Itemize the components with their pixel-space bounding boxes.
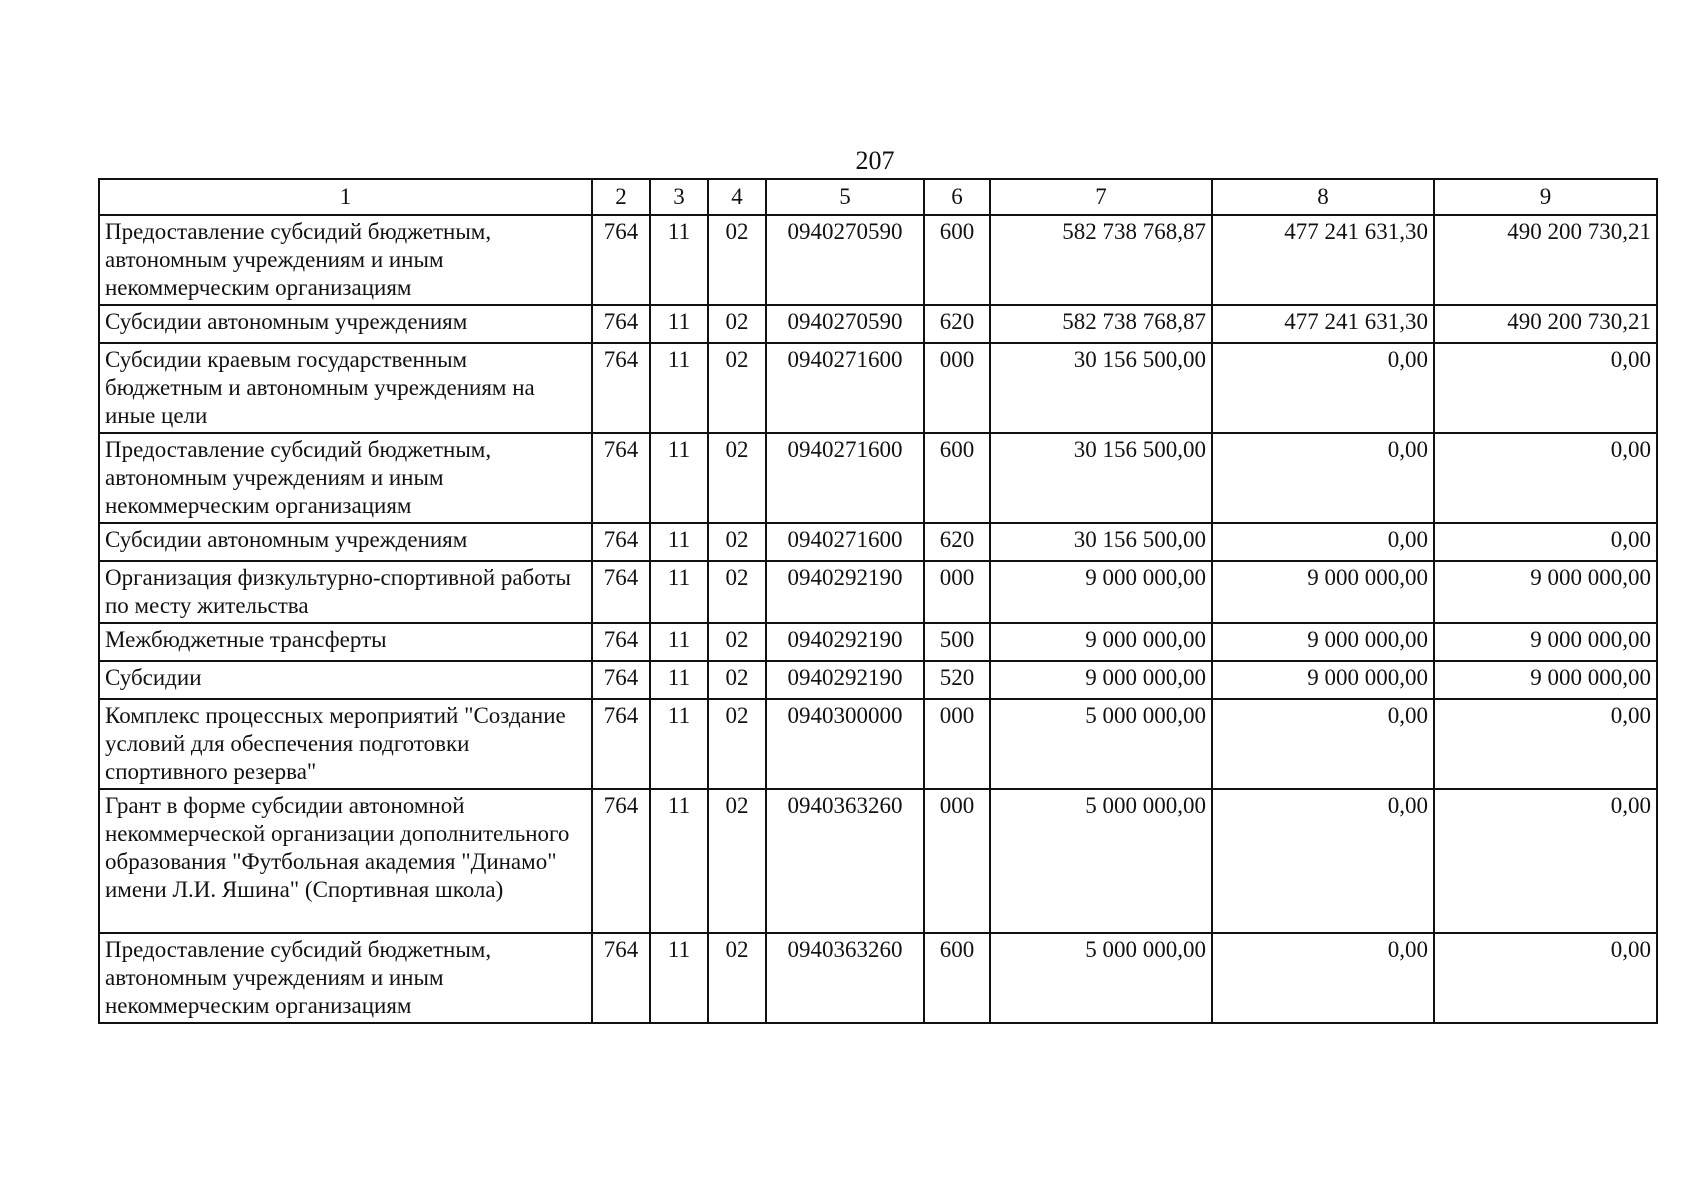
target-article-code: 0940363260 [766,789,924,933]
amount-col-7: 30 156 500,00 [990,523,1212,561]
amount-col-8: 0,00 [1212,933,1434,1023]
expense-name: Комплекс процессных мероприятий "Создание условий для обеспечения подготовки спортивного резерва" [99,699,592,789]
amount-col-9: 0,00 [1434,433,1657,523]
column-header: 9 [1434,179,1657,215]
amount-col-9: 490 200 730,21 [1434,305,1657,343]
section-code: 11 [650,933,708,1023]
column-header: 6 [924,179,990,215]
target-article-code: 0940271600 [766,523,924,561]
target-article-code: 0940292190 [766,623,924,661]
column-header: 5 [766,179,924,215]
expense-type-code: 620 [924,523,990,561]
target-article-code: 0940270590 [766,215,924,305]
table-row [99,699,1657,789]
expense-type-code: 600 [924,433,990,523]
section-code: 11 [650,789,708,933]
ministry-code: 764 [592,699,650,789]
amount-col-7: 5 000 000,00 [990,933,1212,1023]
expense-name: Межбюджетные трансферты [99,623,592,661]
column-header: 8 [1212,179,1434,215]
table-row [99,661,1657,699]
section-code: 11 [650,343,708,433]
section-code: 11 [650,699,708,789]
expense-name: Предоставление субсидий бюджетным, автономным учреждениям и иным некоммерческим организациям [99,433,592,523]
expense-type-code: 600 [924,215,990,305]
expense-name: Субсидии автономным учреждениям [99,305,592,343]
ministry-code: 764 [592,215,650,305]
column-header: 3 [650,179,708,215]
expense-name: Субсидии краевым государственным бюджетным и автономным учреждениям на иные цели [99,343,592,433]
table-row [99,343,1657,433]
amount-col-8: 9 000 000,00 [1212,661,1434,699]
target-article-code: 0940300000 [766,699,924,789]
ministry-code: 764 [592,661,650,699]
subsection-code: 02 [708,215,766,305]
section-code: 11 [650,623,708,661]
amount-col-8: 0,00 [1212,343,1434,433]
target-article-code: 0940271600 [766,433,924,523]
subsection-code: 02 [708,933,766,1023]
expense-type-code: 600 [924,933,990,1023]
subsection-code: 02 [708,661,766,699]
ministry-code: 764 [592,343,650,433]
expense-name: Субсидии автономным учреждениям [99,523,592,561]
ministry-code: 764 [592,433,650,523]
section-code: 11 [650,523,708,561]
expense-name: Грант в форме субсидии автономной некоммерческой организации дополнительного образования "Футбольная академия "Динамо" имени Л.И. Яшина" (Спортивная школа) [99,789,592,933]
ministry-code: 764 [592,933,650,1023]
expense-name: Субсидии [99,661,592,699]
amount-col-9: 9 000 000,00 [1434,623,1657,661]
column-header: 4 [708,179,766,215]
expense-type-code: 520 [924,661,990,699]
ministry-code: 764 [592,789,650,933]
subsection-code: 02 [708,305,766,343]
amount-col-8: 0,00 [1212,789,1434,933]
target-article-code: 0940270590 [766,305,924,343]
ministry-code: 764 [592,523,650,561]
table-row [99,433,1657,523]
subsection-code: 02 [708,789,766,933]
amount-col-8: 0,00 [1212,699,1434,789]
expense-name: Организация физкультурно-спортивной работы по месту жительства [99,561,592,623]
amount-col-7: 30 156 500,00 [990,433,1212,523]
table-row [99,623,1657,661]
subsection-code: 02 [708,523,766,561]
section-code: 11 [650,661,708,699]
expense-type-code: 500 [924,623,990,661]
amount-col-7: 5 000 000,00 [990,699,1212,789]
target-article-code: 0940292190 [766,661,924,699]
amount-col-8: 477 241 631,30 [1212,215,1434,305]
table-row [99,933,1657,1023]
table-row [99,789,1657,933]
amount-col-9: 0,00 [1434,523,1657,561]
expense-type-code: 000 [924,561,990,623]
amount-col-8: 9 000 000,00 [1212,623,1434,661]
column-header: 2 [592,179,650,215]
target-article-code: 0940292190 [766,561,924,623]
ministry-code: 764 [592,305,650,343]
page-number: 207 [855,146,895,175]
amount-col-7: 30 156 500,00 [990,343,1212,433]
expense-name: Предоставление субсидий бюджетным, автономным учреждениям и иным некоммерческим организациям [99,933,592,1023]
subsection-code: 02 [708,623,766,661]
amount-col-8: 477 241 631,30 [1212,305,1434,343]
table-row [99,215,1657,305]
table-row [99,305,1657,343]
section-code: 11 [650,215,708,305]
expense-type-code: 000 [924,343,990,433]
expense-type-code: 000 [924,789,990,933]
expense-type-code: 620 [924,305,990,343]
amount-col-9: 0,00 [1434,699,1657,789]
amount-col-9: 0,00 [1434,343,1657,433]
amount-col-8: 0,00 [1212,523,1434,561]
column-header: 7 [990,179,1212,215]
section-code: 11 [650,433,708,523]
table-row [99,523,1657,561]
amount-col-7: 9 000 000,00 [990,623,1212,661]
amount-col-9: 9 000 000,00 [1434,561,1657,623]
amount-col-9: 0,00 [1434,789,1657,933]
amount-col-7: 9 000 000,00 [990,661,1212,699]
expense-type-code: 000 [924,699,990,789]
subsection-code: 02 [708,699,766,789]
target-article-code: 0940271600 [766,343,924,433]
subsection-code: 02 [708,433,766,523]
subsection-code: 02 [708,561,766,623]
column-header: 1 [99,179,592,215]
subsection-code: 02 [708,343,766,433]
amount-col-7: 9 000 000,00 [990,561,1212,623]
header-row [99,179,1657,215]
target-article-code: 0940363260 [766,933,924,1023]
section-code: 11 [650,305,708,343]
amount-col-9: 9 000 000,00 [1434,661,1657,699]
amount-col-9: 0,00 [1434,933,1657,1023]
amount-col-9: 490 200 730,21 [1434,215,1657,305]
amount-col-8: 0,00 [1212,433,1434,523]
amount-col-8: 9 000 000,00 [1212,561,1434,623]
amount-col-7: 582 738 768,87 [990,215,1212,305]
table-row [99,561,1657,623]
budget-table [98,178,1658,1024]
section-code: 11 [650,561,708,623]
ministry-code: 764 [592,561,650,623]
ministry-code: 764 [592,623,650,661]
expense-name: Предоставление субсидий бюджетным, автономным учреждениям и иным некоммерческим организациям [99,215,592,305]
amount-col-7: 582 738 768,87 [990,305,1212,343]
amount-col-7: 5 000 000,00 [990,789,1212,933]
